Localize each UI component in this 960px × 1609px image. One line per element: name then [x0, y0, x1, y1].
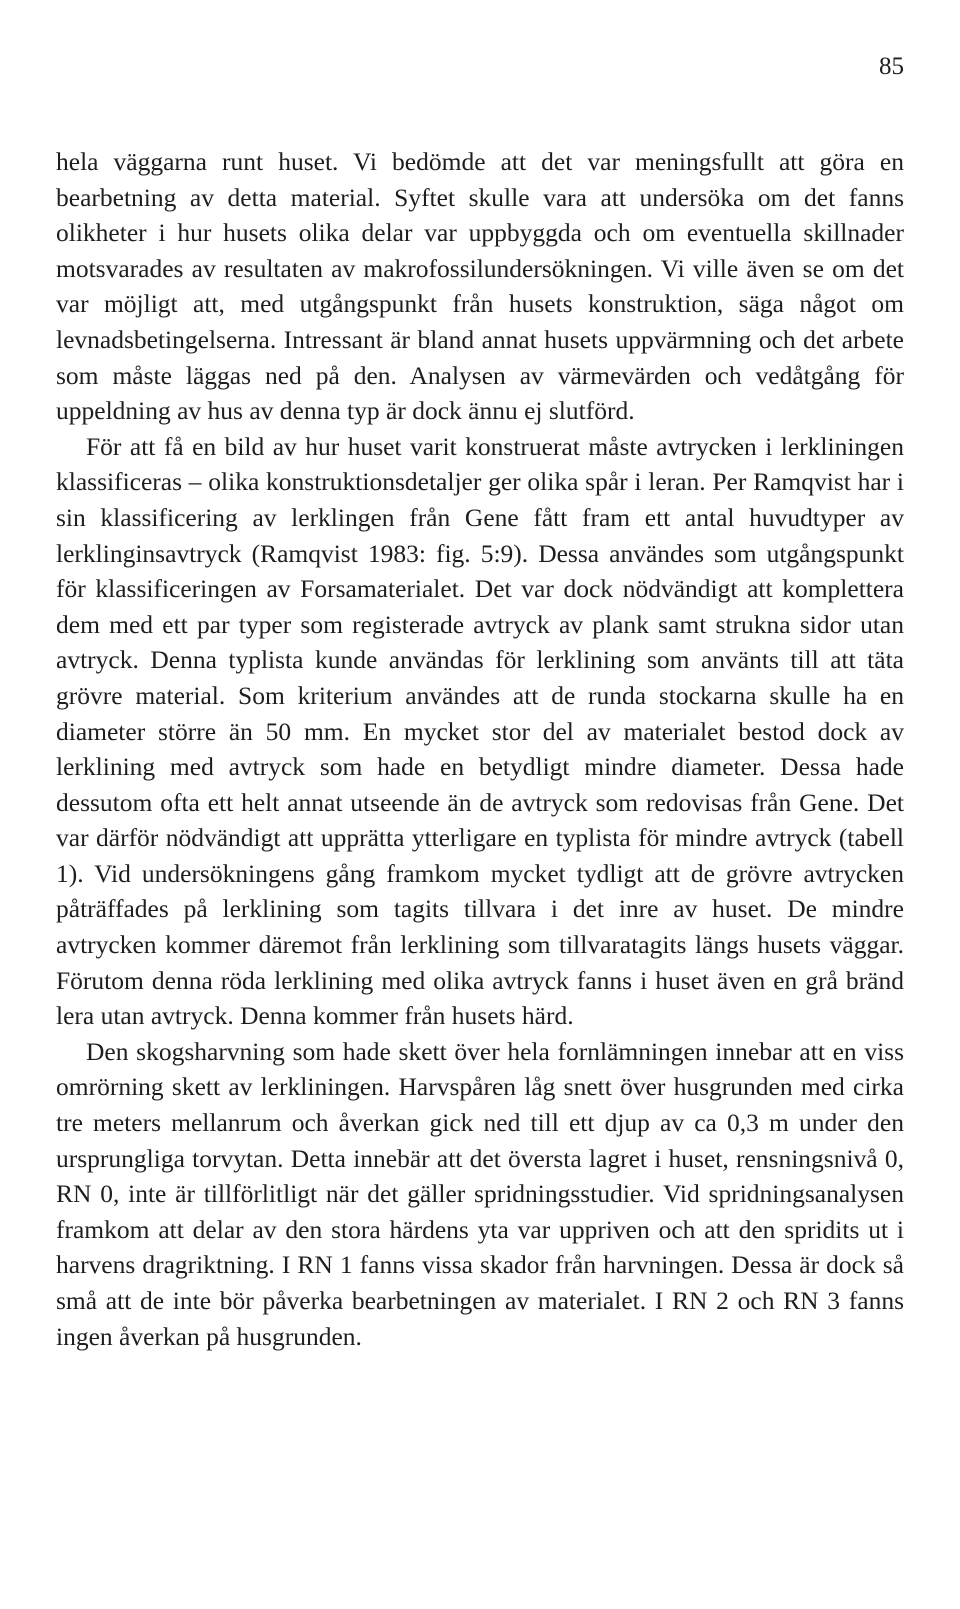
paragraph-3: Den skogsharvning som hade skett över hela fornlämningen innebar att en viss omrörning skett av lerkliningen. Harvspåren låg snett över husgrunden med cirka tre meters mellanrum och åverkan gick ned till ett djup av ca 0,3 m under den ursprungliga torvytan. Detta innebär att det översta lagret i huset, rensningsnivå 0, RN 0, inte är tillförlitligt när det gäller spridningsstudier. Vid spridningsanalysen framkom att delar av den stora härdens yta var uppriven och att den spridits ut i harvens dragriktning. I RN 1 fanns vissa skador från harvningen. Dessa är dock så små att de inte bör påverka bearbetningen av materialet. I RN 2 och RN 3 fanns ingen åverkan på husgrunden.: [56, 1036, 904, 1351]
page-number: 85: [879, 53, 904, 80]
paragraph-1: hela väggarna runt huset. Vi bedömde att det var meningsfullt att göra en bearbetning av detta material. Syftet skulle vara att undersöka om det fanns olikheter i hur husets olika delar var uppbyggda och om eventuella skillnader motsvarades av resultaten av makrofossilundersökningen. Vi ville även se om det var möjligt att, med utgångspunkt från husets konstruktion, säga något om levnadsbetingelserna. Intressant är bland annat husets uppvärmning och det arbete som måste läggas ned på den. Analysen av värmevärden och vedåtgång för uppeldning av hus av denna typ är dock ännu ej slutförd.: [56, 147, 904, 426]
paragraph-2: För att få en bild av hur huset varit konstruerat måste avtrycken i lerkliningen klassificeras – olika konstruktionsdetaljer ger olika spår i leran. Per Ramqvist har i sin klassificering av lerklingen från Gene fått fram ett antal huvudtyper av lerklinginsavtryck (Ramqvist 1983: fig. 5:9). Dessa användes som utgångspunkt för klassificeringen av Forsamaterialet. Det var dock nödvändigt att komplettera dem med ett par typer som registerade avtryck av plank samt strukna sidor utan avtryck. Denna typlista kunde användas för lerklining som använts till att täta grövre material. Som kriterium användes att de runda stockarna skulle ha en diameter större än 50 mm. En mycket stor del av materialet bestod dock av lerklining med avtryck som hade en betydligt mindre diameter. Dessa hade dessutom ofta ett helt annat utseende än de avtryck som redovisas från Gene. Det var därför nödvändigt att upprätta ytterligare en typlista för mindre avtryck (tabell 1). Vid undersökningens gång framkom mycket tydligt att de grövre avtrycken påträffades på lerklining som tagits tillvara i det inre av huset. De mindre avtrycken kommer däremot från lerklining som tillvaratagits längs husets väggar. Förutom denna röda lerklining med olika avtryck fanns i huset även en grå bränd lera utan avtryck. Denna kommer från husets härd.: [56, 431, 904, 1031]
body-text: [56, 144, 904, 1354]
